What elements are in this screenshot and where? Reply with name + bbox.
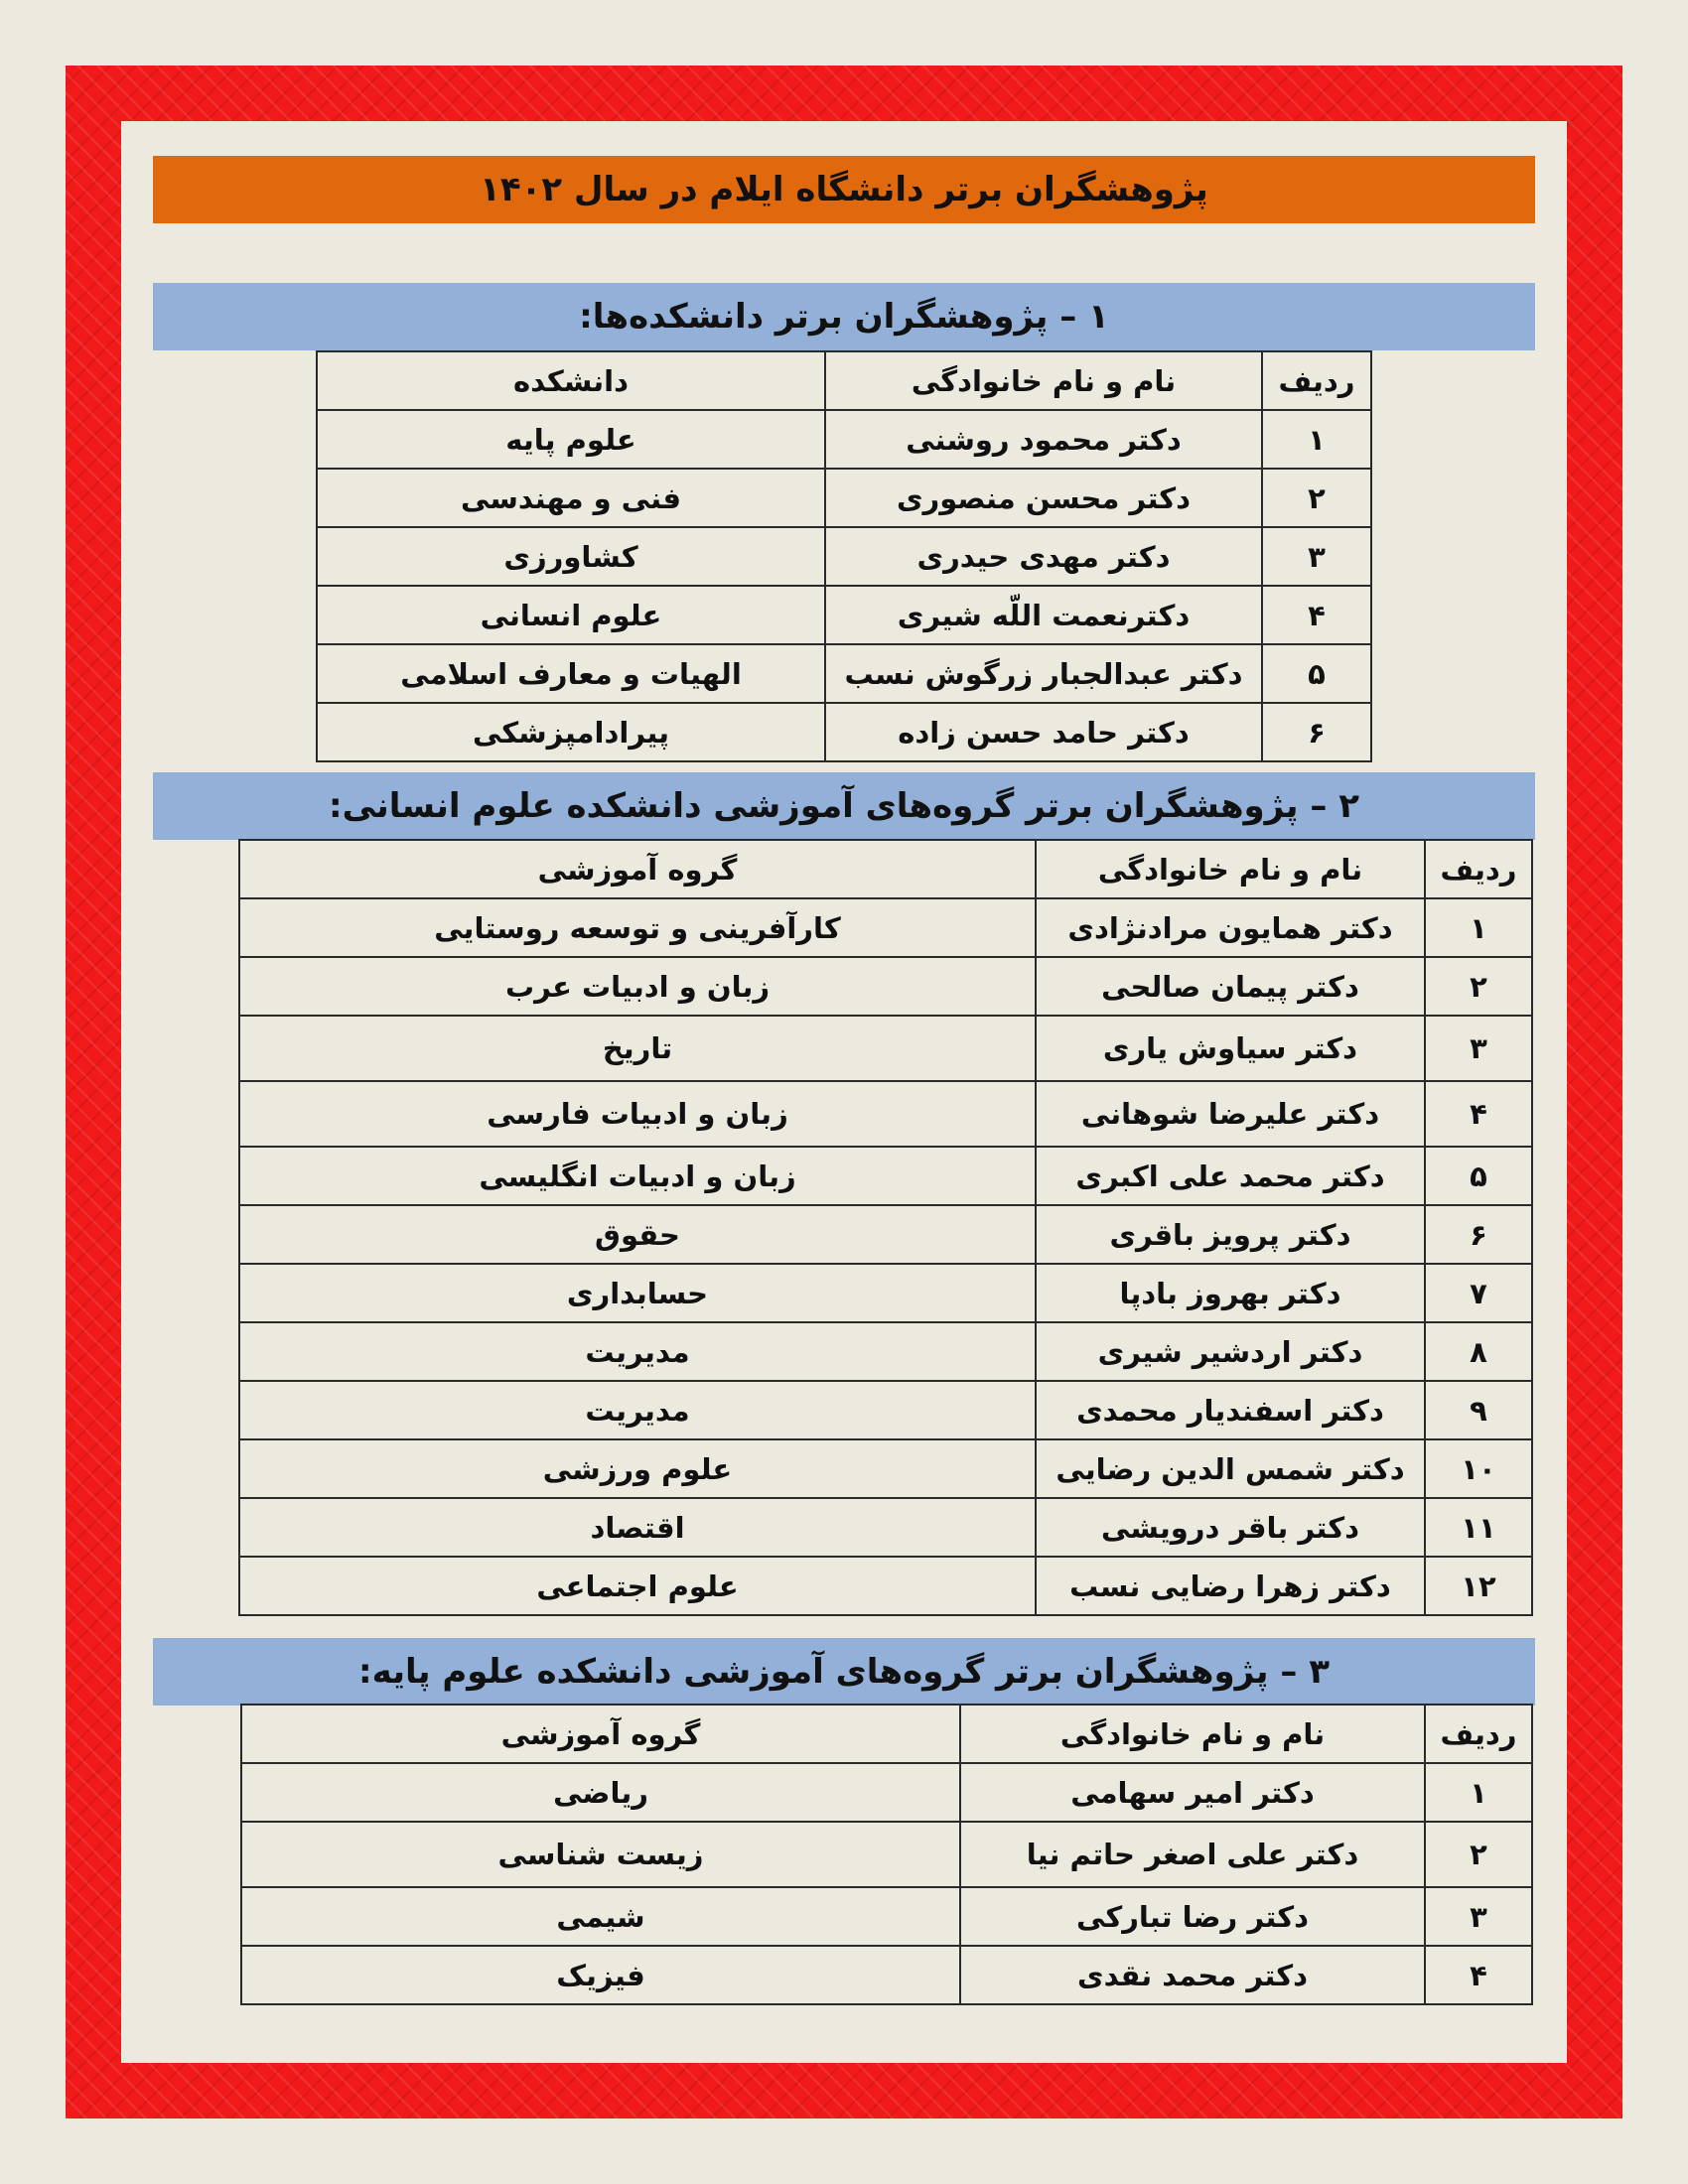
section-heading-humanities: ۲ – پژوهشگران برتر گروه‌های آموزشی دانشکده علوم انسانی:: [153, 772, 1535, 840]
table-row: [239, 1322, 1532, 1381]
row-number: ۸: [1425, 1322, 1532, 1381]
row-number: ۳: [1262, 527, 1371, 586]
row-number: ۹: [1425, 1381, 1532, 1439]
faculty-name: کشاورزی: [317, 527, 825, 586]
row-number: ۵: [1262, 644, 1371, 703]
department-name: تاریخ: [239, 1016, 1036, 1081]
header-row-number: ردیف: [1425, 840, 1532, 898]
researcher-name: دکتر شمس الدین رضایی: [1036, 1439, 1425, 1498]
researcher-name: دکتر اردشیر شیری: [1036, 1322, 1425, 1381]
table-row: [239, 1439, 1532, 1498]
table-row: [241, 1946, 1532, 2004]
researcher-name: دکتر محمود روشنی: [825, 410, 1262, 469]
table-row: [239, 1147, 1532, 1205]
header-full-name: نام و نام خانوادگی: [1036, 840, 1425, 898]
table-row: [239, 1016, 1532, 1081]
header-full-name: نام و نام خانوادگی: [825, 351, 1262, 410]
row-number: ۱۲: [1425, 1557, 1532, 1615]
table-row: [241, 1822, 1532, 1887]
researcher-name: دکتر مهدی حیدری: [825, 527, 1262, 586]
table-row: [317, 586, 1371, 644]
researcher-name: دکتر علی اصغر حاتم نیا: [960, 1822, 1425, 1887]
row-number: ۱: [1262, 410, 1371, 469]
table-row: [317, 703, 1371, 761]
header-row-number: ردیف: [1425, 1705, 1532, 1763]
researcher-name: دکتر باقر درویشی: [1036, 1498, 1425, 1557]
researcher-name: دکتر رضا تبارکی: [960, 1887, 1425, 1946]
faculty-name: فنی و مهندسی: [317, 469, 825, 527]
table-row: [239, 1557, 1532, 1615]
department-name: زبان و ادبیات انگلیسی: [239, 1147, 1036, 1205]
row-number: ۲: [1425, 957, 1532, 1016]
row-number: ۴: [1425, 1081, 1532, 1147]
department-name: فیزیک: [241, 1946, 960, 2004]
table-row: [239, 1205, 1532, 1264]
researcher-name: دکتر محمد نقدی: [960, 1946, 1425, 2004]
table-row: [239, 1381, 1532, 1439]
section-heading-basic-sciences: ۳ – پژوهشگران برتر گروه‌های آموزشی دانشکده علوم پایه:: [153, 1638, 1535, 1706]
table-header-row: [317, 351, 1371, 410]
researcher-name: دکترنعمت اللّه شیری: [825, 586, 1262, 644]
table-header-row: [241, 1705, 1532, 1763]
table-row: [241, 1763, 1532, 1822]
header-row-number: ردیف: [1262, 351, 1371, 410]
researcher-name: دکتر پیمان صالحی: [1036, 957, 1425, 1016]
researcher-name: دکتر حامد حسن زاده: [825, 703, 1262, 761]
department-name: حقوق: [239, 1205, 1036, 1264]
researcher-name: دکتر همایون مرادنژادی: [1036, 898, 1425, 957]
table-row: [239, 1264, 1532, 1322]
header-full-name: نام و نام خانوادگی: [960, 1705, 1425, 1763]
humanities-groups-table: [238, 839, 1533, 1616]
department-name: علوم اجتماعی: [239, 1557, 1036, 1615]
header-faculty: دانشکده: [317, 351, 825, 410]
row-number: ۳: [1425, 1887, 1532, 1946]
researcher-name: دکتر امیر سهامی: [960, 1763, 1425, 1822]
table-row: [239, 898, 1532, 957]
row-number: ۳: [1425, 1016, 1532, 1081]
row-number: ۱۰: [1425, 1439, 1532, 1498]
department-name: اقتصاد: [239, 1498, 1036, 1557]
faculty-name: پیرادامپزشکی: [317, 703, 825, 761]
table-row: [239, 1081, 1532, 1147]
row-number: ۱: [1425, 898, 1532, 957]
header-department: گروه آموزشی: [239, 840, 1036, 898]
department-name: علوم ورزشی: [239, 1439, 1036, 1498]
table-row: [239, 1498, 1532, 1557]
department-name: زبان و ادبیات عرب: [239, 957, 1036, 1016]
researcher-name: دکتر پرویز باقری: [1036, 1205, 1425, 1264]
researcher-name: دکتر عبدالجبار زرگوش نسب: [825, 644, 1262, 703]
department-name: مدیریت: [239, 1322, 1036, 1381]
page-title: پژوهشگران برتر دانشگاه ایلام در سال ۱۴۰۲: [153, 156, 1535, 223]
table-row: [239, 957, 1532, 1016]
row-number: ۷: [1425, 1264, 1532, 1322]
researcher-name: دکتر اسفندیار محمدی: [1036, 1381, 1425, 1439]
researcher-name: دکتر علیرضا شوهانی: [1036, 1081, 1425, 1147]
table-row: [241, 1887, 1532, 1946]
row-number: ۱۱: [1425, 1498, 1532, 1557]
department-name: شیمی: [241, 1887, 960, 1946]
researcher-name: دکتر زهرا رضایی نسب: [1036, 1557, 1425, 1615]
department-name: زبان و ادبیات فارسی: [239, 1081, 1036, 1147]
table-row: [317, 469, 1371, 527]
row-number: ۶: [1262, 703, 1371, 761]
row-number: ۵: [1425, 1147, 1532, 1205]
department-name: مدیریت: [239, 1381, 1036, 1439]
researcher-name: دکتر محمد علی اکبری: [1036, 1147, 1425, 1205]
table-row: [317, 527, 1371, 586]
basic-sciences-groups-table: [240, 1704, 1533, 2005]
faculties-table: [316, 350, 1372, 762]
researcher-name: دکتر سیاوش یاری: [1036, 1016, 1425, 1081]
row-number: ۴: [1425, 1946, 1532, 2004]
row-number: ۴: [1262, 586, 1371, 644]
department-name: کارآفرینی و توسعه روستایی: [239, 898, 1036, 957]
faculty-name: علوم انسانی: [317, 586, 825, 644]
table-row: [317, 410, 1371, 469]
row-number: ۲: [1425, 1822, 1532, 1887]
researcher-name: دکتر بهروز بادپا: [1036, 1264, 1425, 1322]
department-name: حسابداری: [239, 1264, 1036, 1322]
department-name: ریاضی: [241, 1763, 960, 1822]
researcher-name: دکتر محسن منصوری: [825, 469, 1262, 527]
table-row: [317, 644, 1371, 703]
table-header-row: [239, 840, 1532, 898]
department-name: زیست شناسی: [241, 1822, 960, 1887]
header-department: گروه آموزشی: [241, 1705, 960, 1763]
row-number: ۲: [1262, 469, 1371, 527]
faculty-name: الهیات و معارف اسلامی: [317, 644, 825, 703]
row-number: ۶: [1425, 1205, 1532, 1264]
faculty-name: علوم پایه: [317, 410, 825, 469]
section-heading-faculties: ۱ – پژوهشگران برتر دانشکده‌ها:: [153, 283, 1535, 350]
row-number: ۱: [1425, 1763, 1532, 1822]
